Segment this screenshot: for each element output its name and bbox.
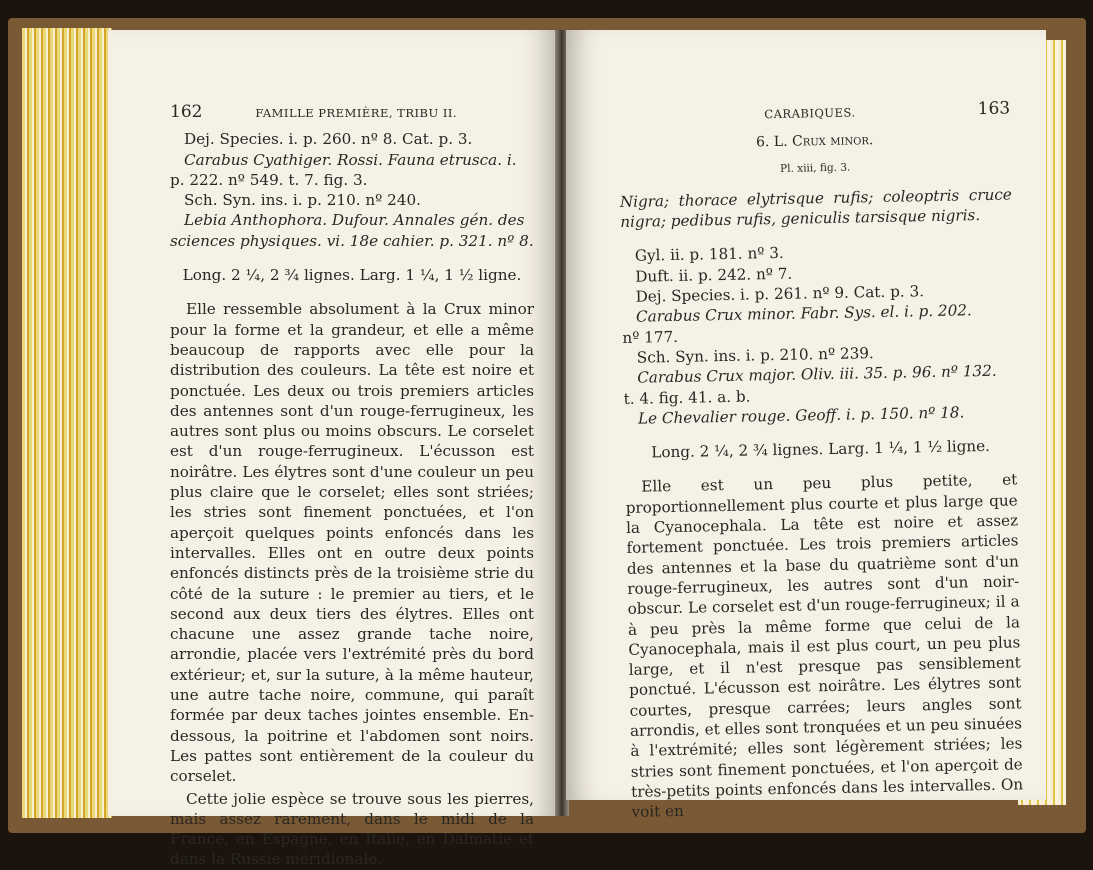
reference-line: p. 222. nº 549. t. 7. fig. 3. xyxy=(170,170,368,189)
reference-line: Dej. Species. i. p. 260. nº 8. Cat. p. 3. xyxy=(184,130,473,149)
species-title: 6. L. Crux minor. xyxy=(755,132,874,151)
measurement-line-left: Long. 2 ¼, 2 ¾ lignes. Larg. 1 ¼, 1 ½ ligne. xyxy=(182,266,522,285)
right-header xyxy=(618,98,1010,127)
latin-diagnosis: Nigra; thorace elytrisque rufis; coleoptris cruce nigra; pedibus rufis, geniculis tarsisque nigris. xyxy=(619,185,1012,232)
left-header xyxy=(170,102,534,123)
running-head-right: CARABIQUES. xyxy=(764,105,856,122)
reference-line: Duft. ii. p. 242. nº 7. xyxy=(635,264,793,286)
right-page xyxy=(566,30,1046,822)
left-column xyxy=(170,102,534,870)
page-number-left: 162 xyxy=(170,102,203,122)
reference-line: Sch. Syn. ins. i. p. 210. nº 239. xyxy=(636,344,874,367)
reference-line: Le Chevalier rouge. Geoff. i. p. 150. nº 18. xyxy=(637,403,965,428)
running-head-left: FAMILLE PREMIÈRE, TRIBU II. xyxy=(255,106,458,120)
page-number-right: 163 xyxy=(977,98,1011,120)
reference-list-left xyxy=(170,129,534,251)
reference-list-right xyxy=(621,239,1016,429)
reference-line: nº 177. xyxy=(622,327,679,347)
right-column xyxy=(618,98,1024,822)
reference-line: Gyl. ii. p. 181. nº 3. xyxy=(634,244,784,266)
measurement-line-right: Long. 2 ¼, 2 ¾ lignes. Larg. 1 ¼, 1 ½ ligne. xyxy=(651,437,991,462)
page-edges-left xyxy=(22,28,112,818)
reference-line: Lebia Anthophora. Dufour. Annales gén. des xyxy=(184,211,525,230)
habitat-paragraph: Cette jolie espèce se trouve sous les pierres, mais assez rarement, dans le midi de la France, en Espagne, en Italie, en Dalmatie et dans la Russie méridionale. xyxy=(170,789,534,869)
reference-line: Dej. Species. i. p. 261. nº 9. Cat. p. 3. xyxy=(635,282,925,306)
reference-line: Carabus Cyathiger. Rossi. Fauna etrusca. i. xyxy=(184,150,517,169)
reference-line: Sch. Syn. ins. i. p. 210. nº 240. xyxy=(184,191,421,210)
reference-line: sciences physiques. vi. 18e cahier. p. 321. nº 8. xyxy=(170,231,534,250)
reference-line: Carabus Crux major. Oliv. iii. 35. p. 96. nº 132. xyxy=(637,362,997,387)
plate-reference: Pl. xiii, fig. 3. xyxy=(780,161,851,175)
reference-line: t. 4. fig. 41. a. b. xyxy=(623,387,751,408)
left-page xyxy=(108,30,558,869)
reference-line: Carabus Crux minor. Fabr. Sys. el. i. p. 202. xyxy=(635,301,972,327)
description-paragraph: Elle ressemble absolument à la Crux minor pour la forme et la grandeur, et elle a même beaucoup de rapports avec elle pour la distribution des couleurs. La tête est noire et ponctuée. Les deux ou trois premiers articles des antennes sont d'un rouge-ferrugineux, les autres sont plus ou moins obscurs. Le corselet est d'un rouge-ferrugineux. L'écusson est noirâtre. Les élytres sont d'une couleur un peu plus claire que le corselet; elles sont striées; les stries sont finement ponctuées, et l'on aperçoit quelques points enfoncés dans les intervalles. Elles ont en outre deux points enfoncés distincts près de la troisième strie du côté de la suture : le premier au tiers, et le second aux deux tiers des élytres. Elles ont chacune une assez grande tache noire, arrondie, placée vers l'extrémité près du bord extérieur; et, sur la suture, à la même hauteur, une autre tache noire, commune, qui paraît formée par deux taches jointes ensemble. En-dessous, la poitrine et l'abdomen sont noirs. Les pattes sont entièrement de la couleur du corselet. xyxy=(170,300,534,786)
description-paragraph: Elle est un peu plus petite, et proportionnellement plus courte et plus large que la Cyanocephala. La tête est noire et assez fortement ponctuée. Les trois premiers articles des antennes et la base du quatrième sont d'un rouge-ferrugineux, les autres sont d'un noir-obscur. Le corselet est d'un rouge-ferrugineux; il a à peu près la même forme que celui de la Cyanocephala, mais il est plus court, un peu plus large, et il n'est presque pas sensiblement ponctué. L'écusson est noirâtre. Les élytres sont courtes, presque carrées; leurs angles sont arrondis, et elles sont tronquées et un peu sinuées à l'extrémité; elles sont légèrement striées; les stries sont finement ponctuées, et l'on aperçoit de très-petits points enfoncés dans les intervalles. On voit en xyxy=(625,470,1024,822)
